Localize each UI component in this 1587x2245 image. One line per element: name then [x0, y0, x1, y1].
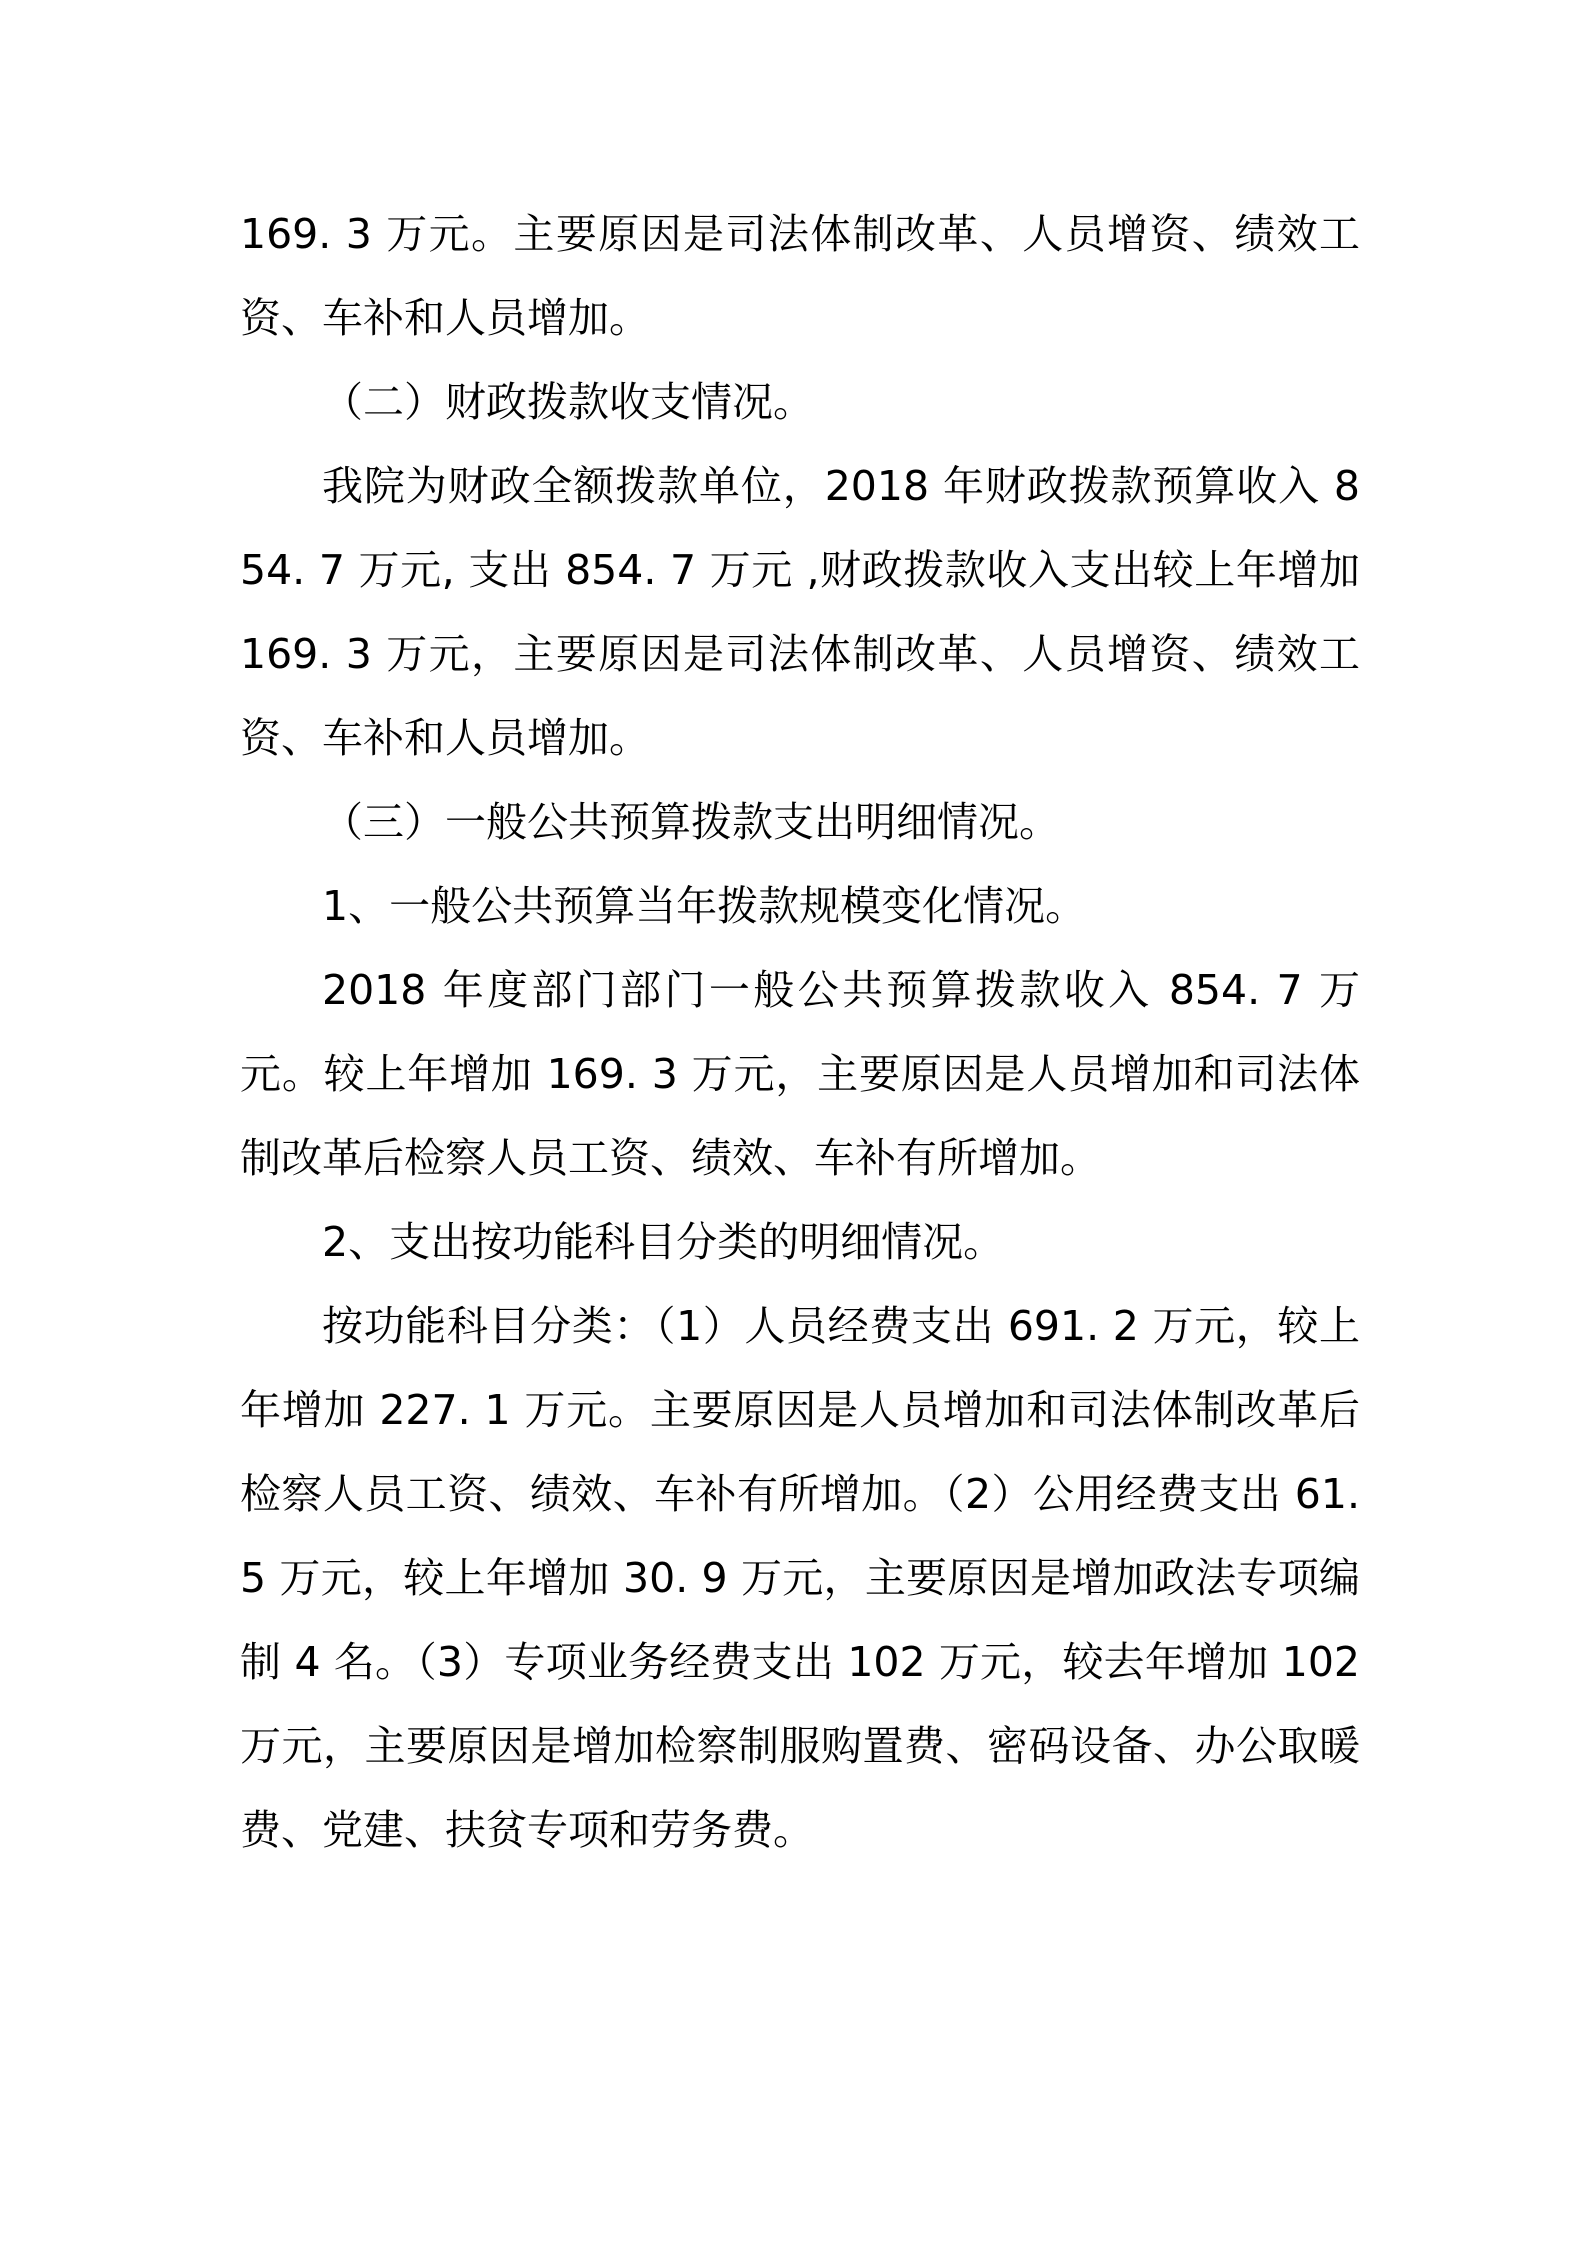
document-body — [240, 192, 1360, 1872]
section-heading-two: （二）财政拨款收支情况。 — [322, 378, 814, 426]
paragraph-fiscal-appropriation: 我院为财政全额拨款单位，2018 年财政拨款预算收入 854. 7 万元, 支出 854. 7 万元 ,财政拨款收入支出较上年增加 169. 3 万元，主要原因是司法体制改革、人员增资、绩效工资、车补和人员增加。 — [240, 462, 1360, 762]
paragraph-continued: 169. 3 万元。主要原因是司法体制改革、人员增资、绩效工资、车补和人员增加。 — [240, 210, 1360, 342]
subheading-two: 2、支出按功能科目分类的明细情况。 — [322, 1218, 1005, 1266]
paragraph-functional-breakdown: 按功能科目分类：（1）人员经费支出 691. 2 万元，较上年增加 227. 1 万元。主要原因是人员增加和司法体制改革后检察人员工资、绩效、车补有所增加。（2）公用经费支出 61. 5 万元，较上年增加 30. 9 万元，主要原因是增加政法专项编制 4 名。（3）专项业务经费支出 102 万元，较去年增加 102 万元，主要原因是增加检察制服购置费、密码设备、办公取暖费、党建、扶贫专项和劳务费。 — [240, 1302, 1360, 1854]
subheading-one: 1、一般公共预算当年拨款规模变化情况。 — [322, 882, 1087, 930]
section-heading-three: （三）一般公共预算拨款支出明细情况。 — [322, 798, 1060, 846]
paragraph-budget-scale: 2018 年度部门部门一般公共预算拨款收入 854. 7 万元。较上年增加 169. 3 万元，主要原因是人员增加和司法体制改革后检察人员工资、绩效、车补有所增加。 — [240, 966, 1360, 1182]
